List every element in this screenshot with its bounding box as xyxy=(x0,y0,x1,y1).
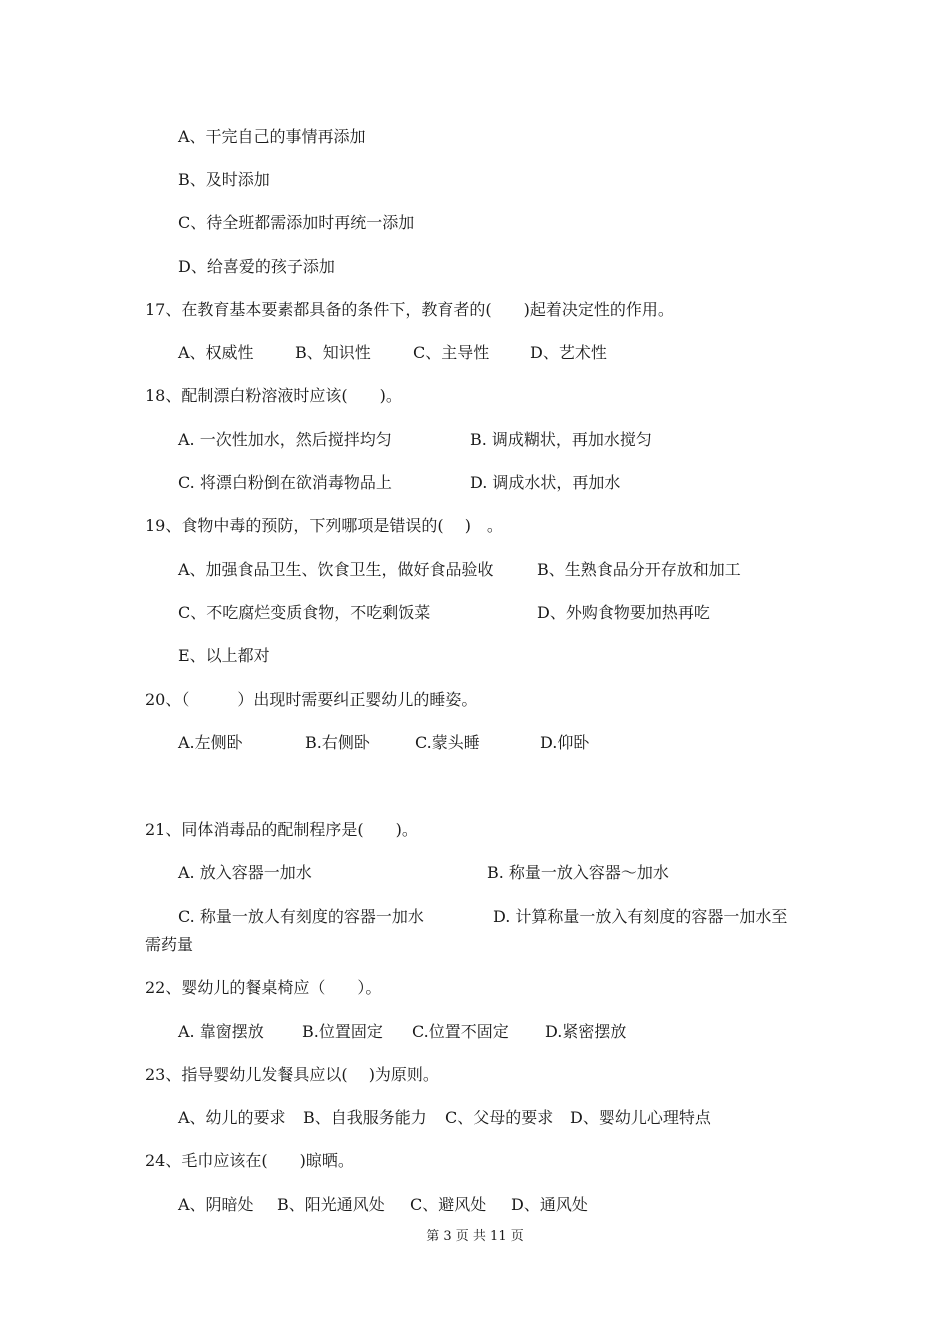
q17-stem: 17、在教育基本要素都具备的条件下，教育者的( )起着决定性的作用。 xyxy=(145,300,674,319)
q17-option-c: C、主导性 xyxy=(413,343,490,362)
q19-option-e: E、以上都对 xyxy=(178,646,270,665)
q21-option-c: C. 称量一放人有刻度的容器一加水 xyxy=(178,907,424,926)
q16-option-c: C、待全班都需添加时再统一添加 xyxy=(178,213,415,232)
q23-option-b: B、自我服务能力 xyxy=(303,1108,427,1127)
q24-option-d: D、通风处 xyxy=(511,1195,588,1214)
q19-option-c: C、不吃腐烂变质食物，不吃剩饭菜 xyxy=(178,603,431,622)
q22-stem: 22、婴幼儿的餐桌椅应（ ）。 xyxy=(145,978,382,997)
q20-option-a: A.左侧卧 xyxy=(178,733,243,752)
q21-option-d-continuation: 需药量 xyxy=(145,935,194,954)
q16-option-a: A、干完自己的事情再添加 xyxy=(178,127,366,146)
q20-option-c: C.蒙头睡 xyxy=(415,733,480,752)
q18-option-c: C. 将漂白粉倒在欲消毒物品上 xyxy=(178,473,392,492)
q24-option-a: A、阴暗处 xyxy=(178,1195,254,1214)
page-footer: 第 3 页 共 11 页 xyxy=(426,1229,524,1244)
q24-stem: 24、毛巾应该在( )晾晒。 xyxy=(145,1151,354,1170)
q20-option-b: B.右侧卧 xyxy=(305,733,370,752)
q22-option-d: D.紧密摆放 xyxy=(545,1022,627,1041)
q17-option-a: A、权威性 xyxy=(178,343,254,362)
q23-option-d: D、婴幼儿心理特点 xyxy=(570,1108,711,1127)
q18-stem: 18、配制漂白粉溶液时应该( )。 xyxy=(145,386,402,405)
q21-stem: 21、同体消毒品的配制程序是( )。 xyxy=(145,820,418,839)
q17-option-b: B、知识性 xyxy=(295,343,371,362)
q23-option-a: A、幼儿的要求 xyxy=(178,1108,286,1127)
q24-option-c: C、避风处 xyxy=(410,1195,487,1214)
q21-option-d: D. 计算称量一放入有刻度的容器一加水至 xyxy=(493,907,788,926)
q16-option-d: D、给喜爱的孩子添加 xyxy=(178,257,335,276)
q18-option-b: B. 调成糊状，再加水搅匀 xyxy=(470,430,652,449)
q17-option-d: D、艺术性 xyxy=(530,343,607,362)
q23-option-c: C、父母的要求 xyxy=(445,1108,554,1127)
q20-option-d: D.仰卧 xyxy=(540,733,590,752)
q19-stem: 19、食物中毒的预防，下列哪项是错误的( ) 。 xyxy=(145,516,503,535)
q19-option-d: D、外购食物要加热再吃 xyxy=(537,603,710,622)
q20-stem: 20、（ ）出现时需要纠正婴幼儿的睡姿。 xyxy=(145,690,478,709)
q22-option-b: B.位置固定 xyxy=(302,1022,383,1041)
q18-option-d: D. 调成水状，再加水 xyxy=(470,473,621,492)
q23-stem: 23、指导婴幼儿发餐具应以( )为原则。 xyxy=(145,1065,439,1084)
q18-option-a: A. 一次性加水，然后搅拌均匀 xyxy=(178,430,392,449)
q21-option-a: A. 放入容器一加水 xyxy=(178,863,312,882)
q16-option-b: B、及时添加 xyxy=(178,170,270,189)
q24-option-b: B、阳光通风处 xyxy=(277,1195,385,1214)
q19-option-b: B、生熟食品分开存放和加工 xyxy=(537,560,741,579)
q22-option-c: C.位置不固定 xyxy=(412,1022,509,1041)
q21-option-b: B. 称量一放入容器～加水 xyxy=(487,863,669,882)
q22-option-a: A. 靠窗摆放 xyxy=(178,1022,264,1041)
q19-option-a: A、加强食品卫生、饮食卫生，做好食品验收 xyxy=(178,560,494,579)
